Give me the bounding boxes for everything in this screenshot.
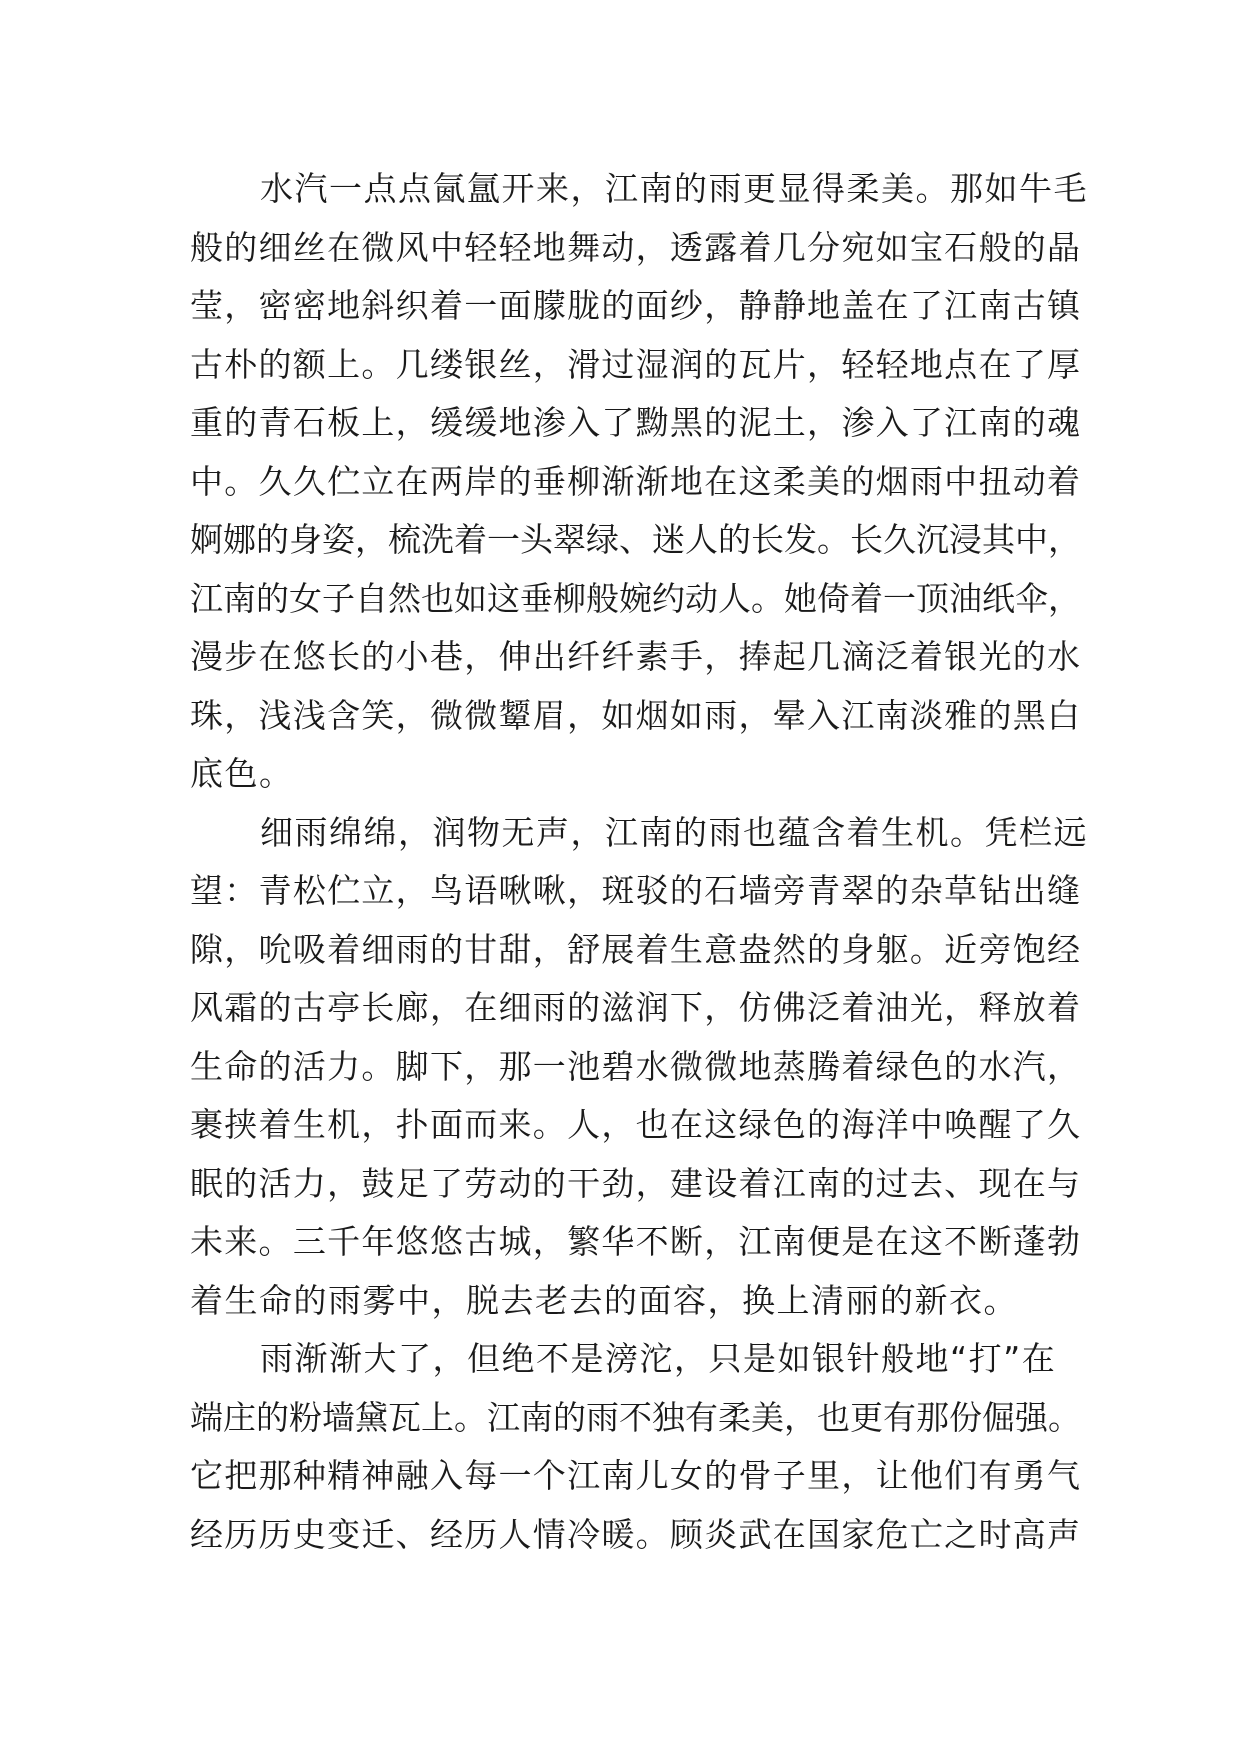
- paragraph-3-line-1: 雨渐渐大了，但绝不是滂沱，只是如银针般地“打”在: [260, 1339, 1057, 1378]
- paragraph-1-line-4: 古朴的额上。几缕银丝，滑过湿润的瓦片，轻轻地点在了厚: [190, 344, 1080, 384]
- paragraph-1-line-2: 般的细丝在微风中轻轻地舞动，透露着几分宛如宝石般的晶: [190, 227, 1080, 267]
- paragraph-2-line-3: 隙，吮吸着细雨的甘甜，舒展着生意盎然的身躯。近旁饱经: [190, 929, 1080, 969]
- paragraph-2-line-7: 眠的活力，鼓足了劳动的干劲，建设着江南的过去、现在与: [190, 1163, 1080, 1203]
- paragraph-2-line-2: 望：青松伫立，鸟语啾啾，斑驳的石墙旁青翠的杂草钻出缝: [190, 871, 1080, 910]
- paragraph-1-line-7: 婀娜的身姿，梳洗着一头翠绿、迷人的长发。长久沉浸其中，: [190, 520, 1081, 559]
- article-body: [190, 160, 1088, 1564]
- paragraph-2-line-4: 风霜的古亭长廊，在细雨的滋润下，仿佛泛着油光，释放着: [190, 988, 1080, 1027]
- paragraph-1-line-10: 珠，浅浅含笑，微微颦眉，如烟如雨，晕入江南淡雅的黑白: [190, 695, 1080, 735]
- paragraph-1-line-3: 莹，密密地斜织着一面朦胧的面纱，静静地盖在了江南古镇: [190, 286, 1080, 325]
- paragraph-2-line-9: 着生命的雨雾中，脱去老去的面容，换上清丽的新衣。: [190, 1280, 1018, 1320]
- paragraph-2-line-8: 未来。三千年悠悠古城，繁华不断，江南便是在这不断蓬勃: [190, 1222, 1080, 1261]
- paragraph-2-line-1: 细雨绵绵，润物无声，江南的雨也蕴含着生机。凭栏远: [260, 812, 1088, 852]
- paragraph-2-line-6: 裹挟着生机，扑面而来。人，也在这绿色的海洋中唤醒了久: [190, 1105, 1080, 1144]
- paragraph-3-line-3: 它把那种精神融入每一个江南儿女的骨子里，让他们有勇气: [190, 1456, 1080, 1495]
- paragraph-1-line-5: 重的青石板上，缓缓地渗入了黝黑的泥土，渗入了江南的魂: [190, 403, 1080, 442]
- paragraph-3-line-4: 经历历史变迁、经历人情冷暖。顾炎武在国家危亡之时高声: [190, 1514, 1080, 1554]
- paragraph-1-line-6: 中。久久伫立在两岸的垂柳渐渐地在这柔美的烟雨中扭动着: [190, 461, 1080, 501]
- paragraph-1-line-9: 漫步在悠长的小巷，伸出纤纤素手，捧起几滴泛着银光的水: [190, 637, 1080, 676]
- paragraph-3-line-2: 端庄的粉墙黛瓦上。江南的雨不独有柔美，也更有那份倔强。: [190, 1397, 1081, 1437]
- paragraph-1-line-1: 水汽一点点氤氲开来，江南的雨更显得柔美。那如牛毛: [260, 169, 1088, 208]
- paragraph-1-line-8: 江南的女子自然也如这垂柳般婉约动人。她倚着一顶油纸伞，: [190, 578, 1081, 618]
- paragraph-2-line-5: 生命的活力。脚下，那一池碧水微微地蒸腾着绿色的水汽，: [190, 1046, 1080, 1086]
- paragraph-1-line-11: 底色。: [190, 754, 294, 793]
